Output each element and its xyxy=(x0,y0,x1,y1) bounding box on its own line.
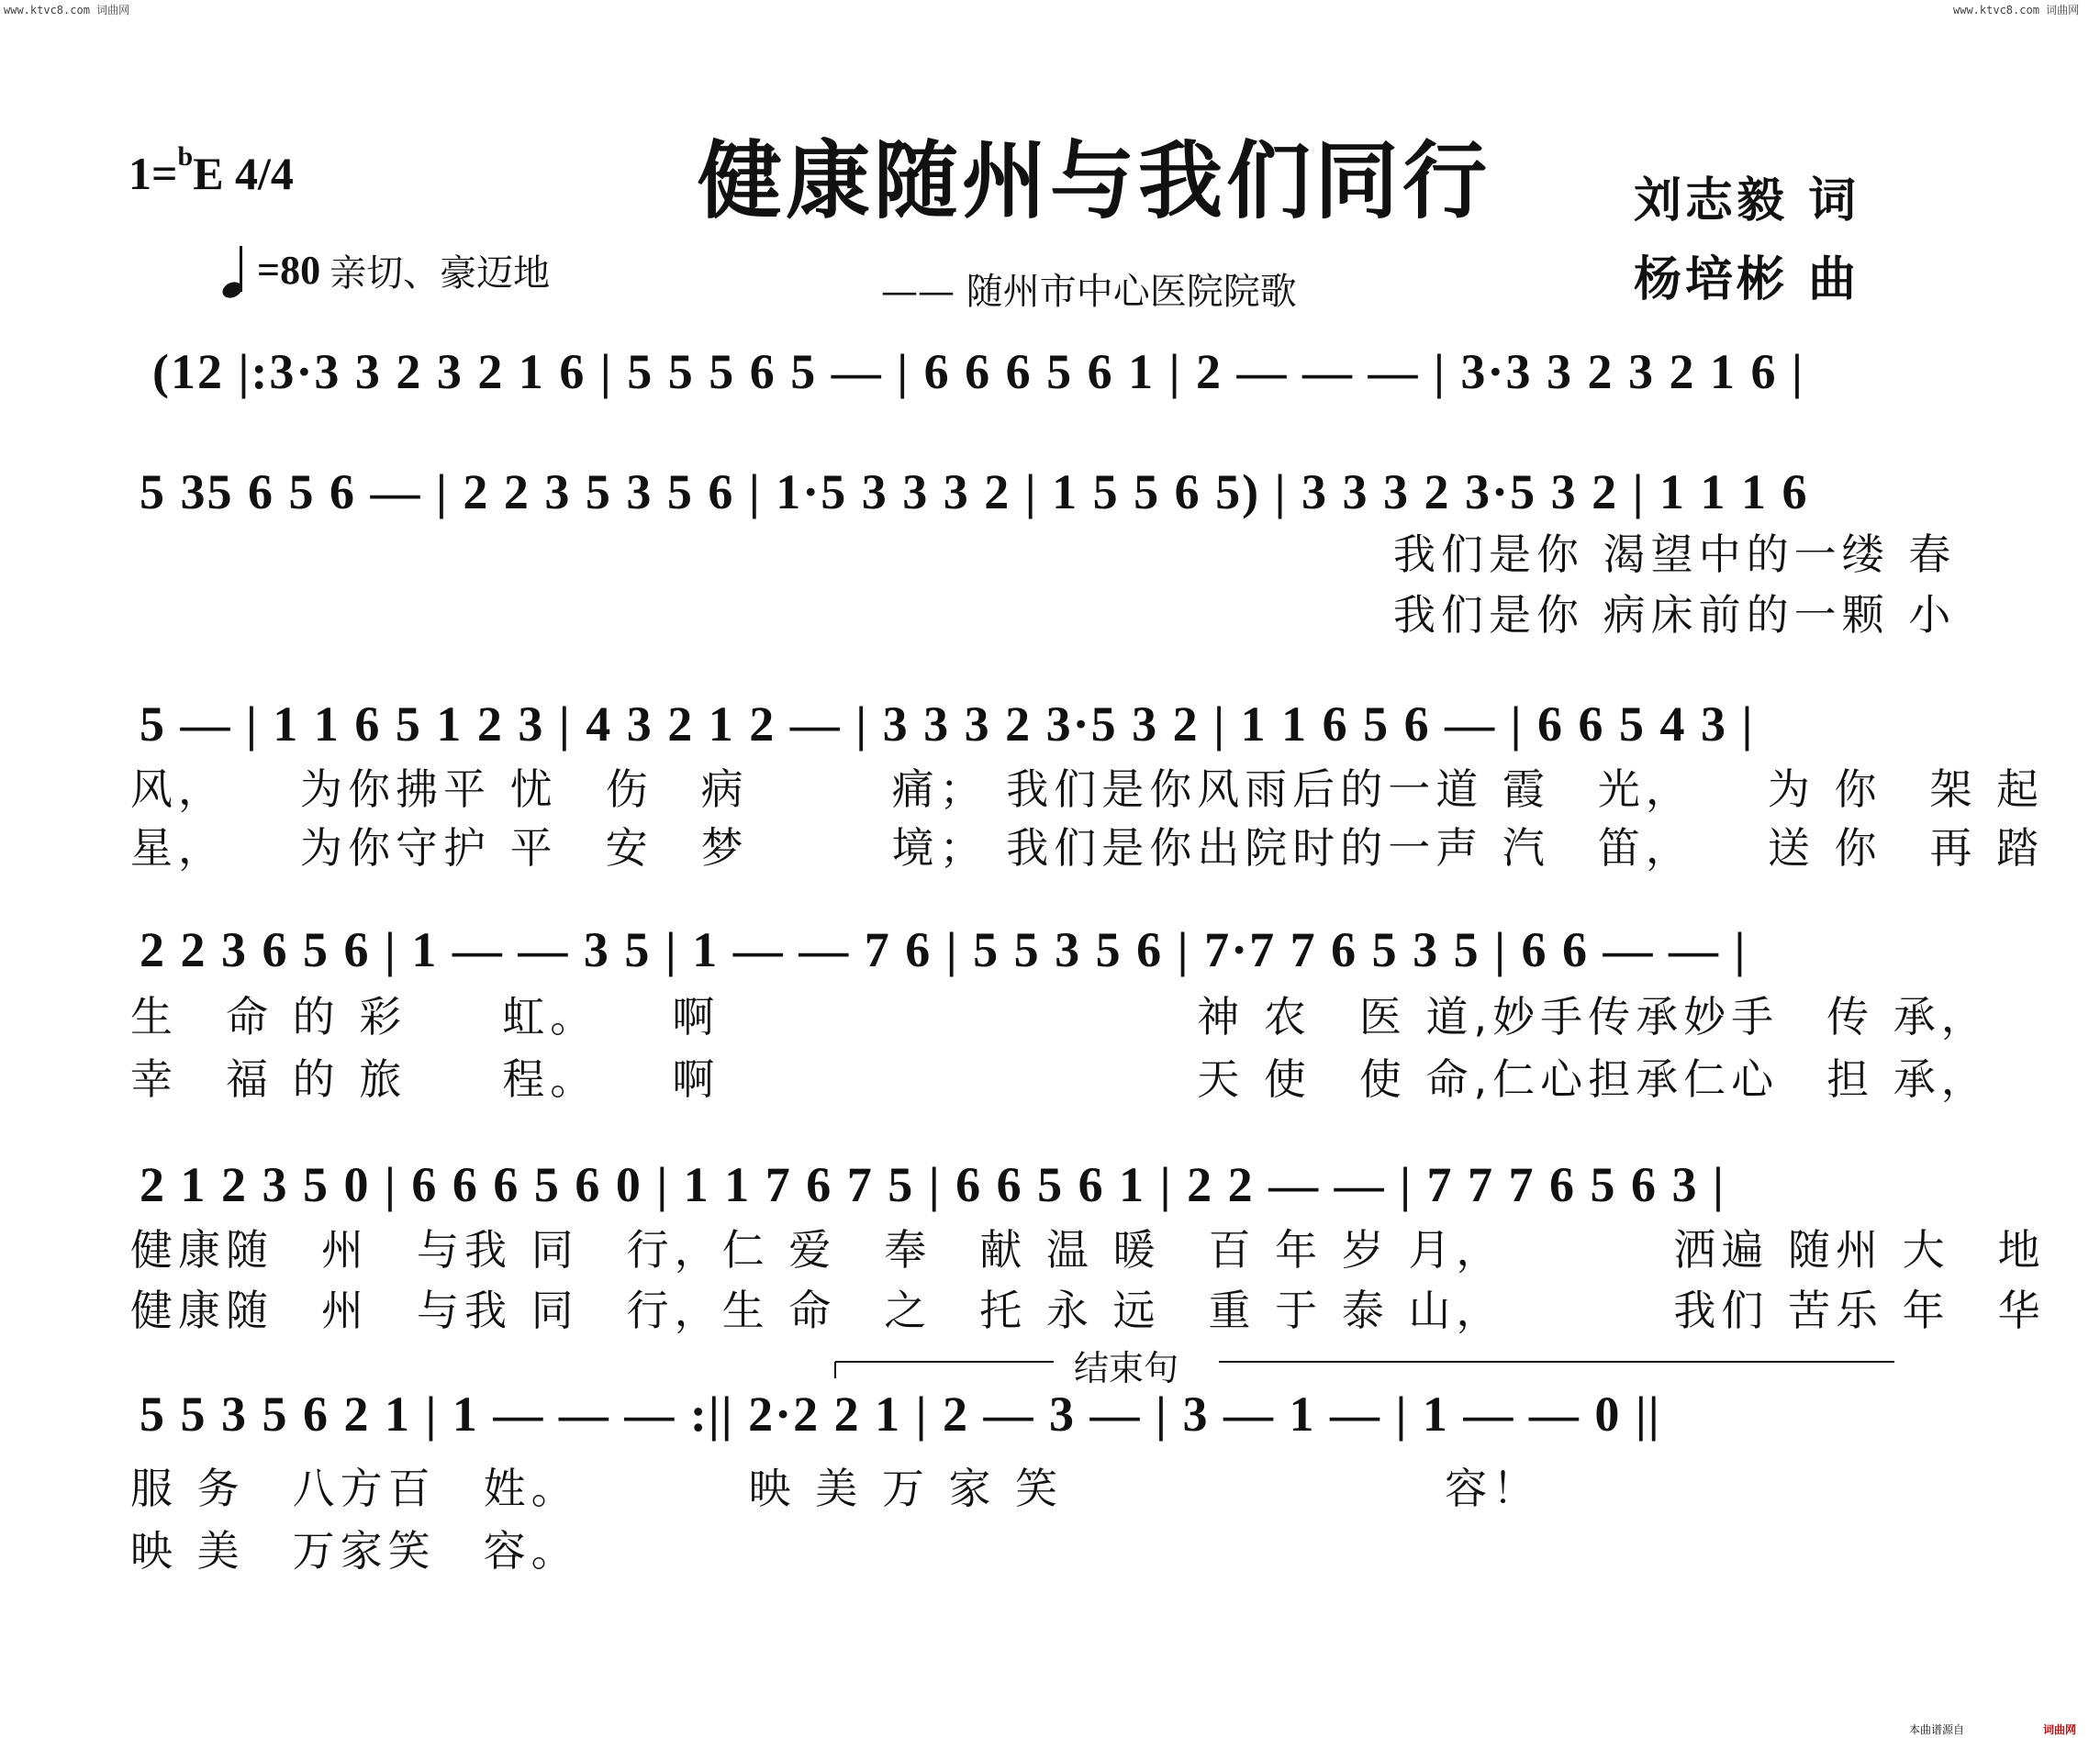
song-title: 健康随州与我们同行 xyxy=(698,131,1491,230)
lyric-line-4-verse-2: 幸 福 的 旅 程。 啊 天 使 使 命,仁心担承仁心 担 承， xyxy=(130,1054,1989,1104)
key-rest: E 4/4 xyxy=(193,148,294,199)
lyric-line-4-verse-1: 生 命 的 彩 虹。 啊 神 农 医 道,妙手传承妙手 传 承， xyxy=(130,992,1989,1042)
lyric-line-3-verse-1: 风， 为你拂平 忧 伤 病 痛； 我们是你风雨后的一道 霞 光， 为 你 架 起 xyxy=(130,764,2045,814)
ending-bracket xyxy=(833,1343,1898,1380)
score-line-2: 5 35 6 5 6 — | 2 2 3 5 3 5 6 | 1·5 3 3 3 2 | 1 5 5 6 5) | 3 3 3 2 3·5 3 2 | 1 1 1 6 xyxy=(140,464,1809,519)
score-line-3: 5 — | 1 1 6 5 1 2 3 | 4 3 2 1 2 — | 3 3 3 2 3·5 3 2 | 1 1 6 5 6 — | 6 6 5 4 3 | xyxy=(140,696,1755,752)
lyricist: 刘志毅 词 xyxy=(1634,173,1860,228)
footer-source: 本曲谱源自 xyxy=(1909,1723,1965,1736)
tempo-value: =80 xyxy=(257,247,321,293)
quarter-note-icon xyxy=(220,242,250,297)
watermark-left: www.ktvc8.com 词曲网 xyxy=(4,4,130,17)
lyric-line-5-verse-2: 健康随 州 与我 同 行，生 命 之 托 永 远 重 于 泰 山， 我们 苦乐 年 华 xyxy=(130,1286,2046,1335)
lyric-line-5-verse-1: 健康随 州 与我 同 行，仁 爱 奉 献 温 暖 百 年 岁 月， 洒遍 随州 大 地 xyxy=(130,1225,2046,1275)
score-line-4: 2 2 3 6 5 6 | 1 — — 3 5 | 1 — — 7 6 | 5 5 3 5 6 | 7·7 7 6 5 3 5 | 6 6 — — | xyxy=(140,922,1748,977)
score-line-1: (12 |:3·3 3 2 3 2 1 6 | 5 5 5 6 5 — | 6 6 6 5 6 1 | 2 — — — | 3·3 3 2 3 2 1 6 | xyxy=(152,344,1804,399)
key-prefix: 1= xyxy=(128,148,178,199)
tempo-marking xyxy=(220,242,550,297)
lyric-line-6-verse-1: 服 务 八方百 姓。 映 美 万 家 笑 容！ xyxy=(130,1464,1541,1513)
footer-site: 词曲网 xyxy=(2043,1723,2077,1736)
tempo-expression: 亲切、豪迈地 xyxy=(330,251,551,295)
score-line-5: 2 1 2 3 5 0 | 6 6 6 5 6 0 | 1 1 7 6 7 5 | 6 6 5 6 1 | 2 2 — — | 7 7 7 6 5 6 3 | xyxy=(140,1157,1726,1212)
ending-label: 结束句 xyxy=(1065,1340,1188,1390)
watermark-right: www.ktvc8.com 词曲网 xyxy=(1953,4,2080,17)
lyric-line-6-verse-2: 映 美 万家笑 容。 xyxy=(130,1526,579,1576)
composer: 杨培彬 曲 xyxy=(1634,251,1860,307)
lyric-line-3-verse-2: 星， 为你守护 平 安 梦 境； 我们是你出院时的一声 汽 笛， 送 你 再 踏 xyxy=(130,823,2045,873)
subtitle: —— 随州市中心医院院歌 xyxy=(881,271,1297,313)
lyric-line-2-verse-1: 我们是你 渴望中的一缕 春 xyxy=(1393,529,1957,579)
key-signature xyxy=(128,141,294,200)
key-flat: b xyxy=(177,141,194,173)
lyric-line-2-verse-2: 我们是你 病床前的一颗 小 xyxy=(1393,590,1957,640)
score-line-6: 5 5 3 5 6 2 1 | 1 — — — :|| 2·2 2 1 | 2 — 3 — | 3 — 1 — | 1 — — 0 || xyxy=(140,1387,1661,1442)
